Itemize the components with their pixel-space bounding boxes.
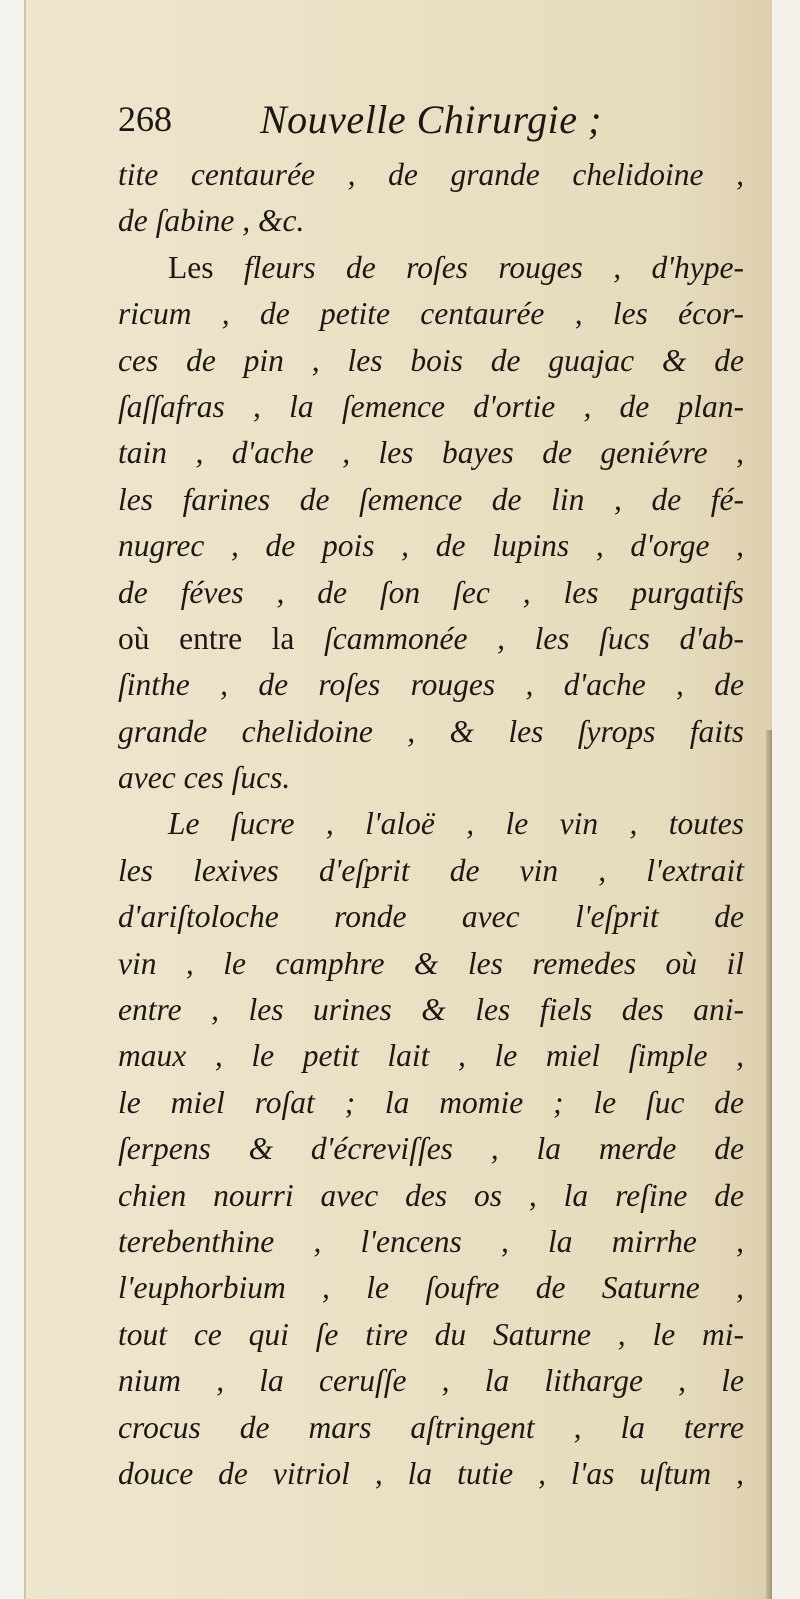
- text-line: [118, 987, 744, 1033]
- text-line: [118, 1219, 744, 1265]
- text-segment: le miel roſat ; la momie ; le ſuc de: [118, 1084, 744, 1120]
- text-line: [118, 1173, 744, 1219]
- body-text: [118, 152, 744, 1497]
- text-segment: les farines de ſemence de lin , de fé-: [118, 481, 744, 517]
- text-line: [118, 152, 744, 198]
- text-segment: ſinthe , de roſes rouges , d'ache , de: [118, 667, 744, 703]
- text-line: [118, 1405, 744, 1451]
- text-segment: de féves , de ſon ſec , les purgatifs: [118, 574, 744, 610]
- text-segment: tain , d'ache , les bayes de geniévre ,: [118, 435, 744, 471]
- text-line: [118, 662, 744, 708]
- text-line: [118, 709, 744, 755]
- text-segment: d'ariſtoloche ronde avec l'eſprit de: [118, 899, 744, 935]
- text-line: [118, 1451, 744, 1497]
- text-line: [118, 523, 744, 569]
- text-line: [118, 1312, 744, 1358]
- text-line: [118, 338, 744, 384]
- text-segment: de ſabine , &c.: [118, 203, 305, 239]
- running-title: Nouvelle Chirurgie ;: [260, 97, 602, 142]
- text-segment: ſaſſafras , la ſemence d'ortie , de plan-: [118, 388, 744, 424]
- text-segment: Les: [168, 249, 244, 285]
- text-line: [118, 1265, 744, 1311]
- text-segment: tout ce qui ſe tire du Saturne , le mi-: [118, 1316, 744, 1352]
- text-line: [118, 755, 744, 801]
- text-line: [118, 894, 744, 940]
- text-line: [118, 430, 744, 476]
- text-segment: maux , le petit lait , le miel ſimple ,: [118, 1038, 744, 1074]
- text-line: [118, 1080, 744, 1126]
- page-gutter-edge: [0, 0, 26, 1599]
- text-segment: ricum , de petite centaurée , les écor-: [118, 296, 744, 332]
- text-line: [118, 1358, 744, 1404]
- text-segment: chien nourri avec des os , la reſine de: [118, 1177, 744, 1213]
- page-number: 268: [118, 99, 172, 139]
- text-segment: ces de pin , les bois de guajac & de: [118, 342, 744, 378]
- text-segment: ſcammonée , les ſucs d'ab-: [324, 620, 745, 656]
- text-line: [118, 384, 744, 430]
- text-segment: l'euphorbium , le ſoufre de Saturne ,: [118, 1270, 744, 1306]
- text-line: [118, 941, 744, 987]
- text-line: [118, 570, 744, 616]
- text-segment: fleurs de roſes rouges , d'hype-: [243, 249, 744, 285]
- text-line: [118, 198, 744, 244]
- text-segment: tite centaurée , de grande chelidoine ,: [118, 157, 744, 192]
- text-segment: nium , la ceruſſe , la litharge , le: [118, 1363, 744, 1399]
- text-line: [118, 245, 744, 291]
- text-segment: avec ces ſucs.: [118, 760, 291, 796]
- text-segment: grande chelidoine , & les ſyrops faits: [118, 713, 744, 749]
- text-line: [118, 1126, 744, 1172]
- text-segment: où entre la: [118, 620, 325, 656]
- text-line: [118, 291, 744, 337]
- text-line: [118, 616, 744, 662]
- text-segment: nugrec , de pois , de lupins , d'orge ,: [118, 528, 744, 564]
- text-line: [118, 848, 744, 894]
- text-segment: les lexives d'eſprit de vin , l'extrait: [118, 852, 744, 888]
- text-segment: terebenthine , l'encens , la mirrhe ,: [118, 1223, 744, 1259]
- text-segment: Le ſucre , l'aloë , le vin , toutes: [168, 806, 744, 842]
- text-line: [118, 477, 744, 523]
- text-line: [118, 1033, 744, 1079]
- page-header: [118, 98, 678, 150]
- text-segment: crocus de mars aſtringent , la terre: [118, 1409, 744, 1445]
- page-edge-shadow: [766, 730, 772, 1599]
- text-segment: ſerpens & d'écreviſſes , la merde de: [118, 1131, 744, 1167]
- text-segment: vin , le camphre & les remedes où il: [118, 945, 744, 981]
- scan-margin: [772, 0, 800, 1599]
- text-line: [118, 801, 744, 847]
- text-segment: entre , les urines & les fiels des ani-: [118, 992, 744, 1028]
- text-segment: douce de vitriol , la tutie , l'as uſtum ,: [118, 1455, 744, 1491]
